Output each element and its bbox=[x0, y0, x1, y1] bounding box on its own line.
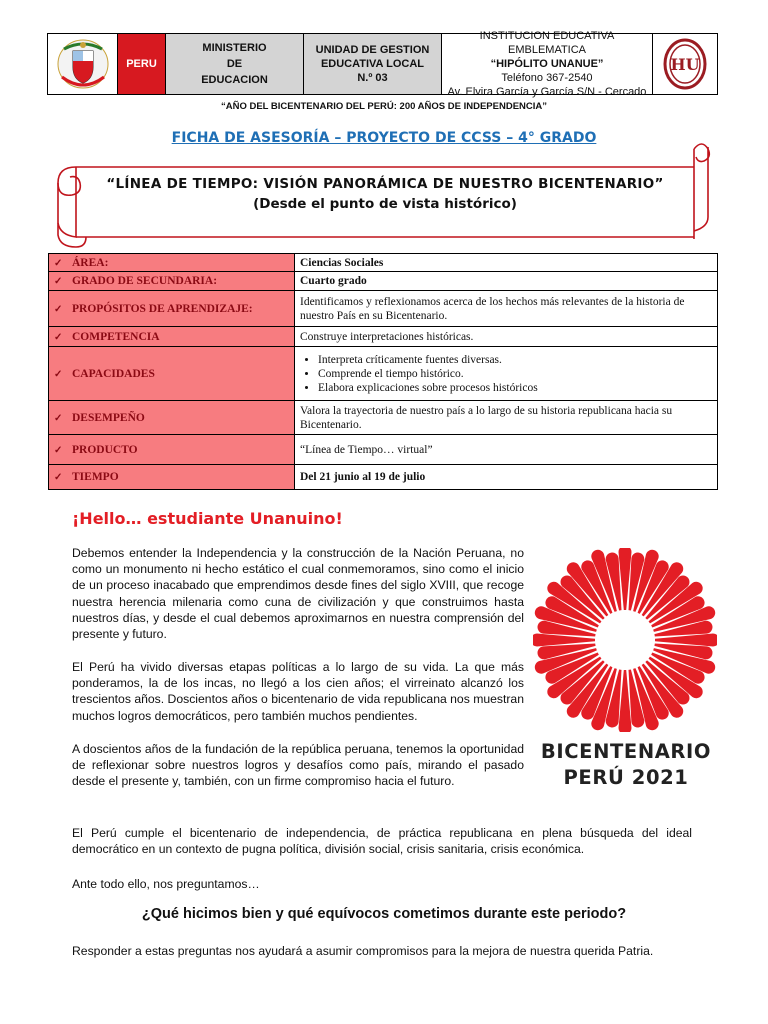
table-row: ✓ PRODUCTO “Línea de Tiempo… virtual” bbox=[49, 435, 718, 465]
school-logo-cell bbox=[653, 34, 717, 94]
svg-text:HU: HU bbox=[670, 55, 700, 74]
table-row: ✓ PROPÓSITOS DE APRENDIZAJE: Identificamos y reflexionamos acerca de los hechos más relevantes de la historia de nuestro País en su Bicentenario. bbox=[49, 291, 718, 327]
check-icon: ✓ bbox=[54, 412, 63, 424]
check-icon: ✓ bbox=[54, 444, 63, 456]
table-row: ✓ TIEMPO Del 21 junio al 19 de julio bbox=[49, 465, 718, 490]
check-icon: ✓ bbox=[54, 303, 63, 315]
scroll-banner bbox=[50, 137, 722, 249]
paragraph: El Perú ha vivido diversas etapas políticas a lo largo de su vida. La que más ponderamos, la de los incas, no llegó a los cien años; el virreinato alcanzó los trescientos años. Doscientos años o bicentenario de vida republicana nos muestran muchos logros democráticos, pero también muchos pendientes. bbox=[72, 660, 524, 723]
coat-of-arms-cell bbox=[48, 34, 118, 94]
check-icon: ✓ bbox=[54, 276, 63, 287]
paragraph: El Perú cumple el bicentenario de independencia, de práctica republicana en plena búsqueda del ideal democrático en un contexto de pugna política, división social, crisis sanitaria, crisis económica. bbox=[72, 826, 692, 857]
project-title: “LÍNEA DE TIEMPO: VISIÓN PANORÁMICA DE NUESTRO BICENTENARIO” bbox=[106, 176, 664, 192]
check-icon: ✓ bbox=[54, 368, 63, 380]
year-motto: “AÑO DEL BICENTENARIO DEL PERÚ: 200 AÑOS DE INDEPENDENCIA” bbox=[220, 101, 548, 112]
ugel-cell: UNIDAD DE GESTION EDUCATIVA LOCAL N.º 03 bbox=[304, 34, 442, 94]
institution-cell: INSTITUCION EDUCATIVA EMBLEMATICA “HIPÓLITO UNANUE” Teléfono 367-2540 Av. Elvira García y García S/N - Cercado bbox=[442, 34, 653, 94]
paragraph: Debemos entender la Independencia y la construcción de la Nación Peruana, no como un monumento ni hecho estático el cual conmemoramos, sino como el inicio de un proceso inacabado que emprendimos desde fines del siglo XVIII, que recoge nuestra herencia milenaria como cuna de civilización y que construimos hasta nuestros días, y desde el cual debemos aproximarnos en nuestra comprensión del presente y futuro. bbox=[72, 546, 524, 642]
table-row: ✓ GRADO DE SECUNDARIA: Cuarto grado bbox=[49, 272, 718, 291]
key-question: ¿Qué hicimos bien y qué equívocos cometimos durante este periodo? bbox=[141, 906, 627, 922]
ficha-title: FICHA DE ASESORÍA – PROYECTO DE CCSS – 4° GRADO bbox=[171, 130, 597, 146]
school-logo-icon bbox=[663, 38, 707, 90]
ministry-cell: MINISTERIO DE EDUCACION bbox=[166, 34, 304, 94]
paragraph: Responder a estas preguntas nos ayudará a asumir compromisos para la mejora de nuestra querida Patria. bbox=[72, 944, 654, 958]
table-row: ✓ DESEMPEÑO Valora la trayectoria de nuestro país a lo largo de su historia republicana hacia su Bicentenario. bbox=[49, 401, 718, 435]
peru-coat-of-arms-icon bbox=[56, 37, 110, 91]
paragraph: Ante todo ello, nos preguntamos… bbox=[72, 877, 260, 891]
check-icon: ✓ bbox=[54, 331, 63, 343]
check-icon: ✓ bbox=[54, 472, 63, 483]
country-cell: PERU bbox=[118, 34, 166, 94]
table-row: ✓ ÁREA: Ciencias Sociales bbox=[49, 254, 718, 272]
bicentenario-logo-line1: BICENTENARIO bbox=[540, 740, 712, 763]
list-item: • Elabora explicaciones sobre procesos históricos bbox=[318, 381, 712, 395]
check-icon: ✓ bbox=[54, 257, 63, 269]
list-item: • Interpreta críticamente fuentes diversas. bbox=[318, 353, 712, 367]
list-item: • Comprende el tiempo histórico. bbox=[318, 367, 712, 381]
bicentenario-logo-line2: PERÚ 2021 bbox=[563, 766, 689, 789]
info-table bbox=[48, 253, 718, 490]
project-subtitle: (Desde el punto de vista histórico) bbox=[253, 196, 517, 212]
table-row: ✓ CAPACIDADES • Interpreta críticamente fuentes diversas. • Comprende el tiempo histórico. • Elabora explicaciones sobre procesos históricos bbox=[49, 347, 718, 401]
greeting: ¡Hello… estudiante Unanuino! bbox=[72, 509, 343, 528]
table-row: ✓ COMPETENCIA Construye interpretaciones históricas. bbox=[49, 327, 718, 347]
institution-header bbox=[47, 30, 718, 98]
bicentenario-sun-icon bbox=[533, 548, 717, 732]
capacidades-list bbox=[300, 353, 712, 395]
paragraph: A doscientos años de la fundación de la república peruana, tenemos la oportunidad de reflexionar sobre nuestros logros y desafíos como país, mirando el pasado desde el presente y, también, con un firme compromiso hacia el futuro. bbox=[72, 742, 524, 789]
